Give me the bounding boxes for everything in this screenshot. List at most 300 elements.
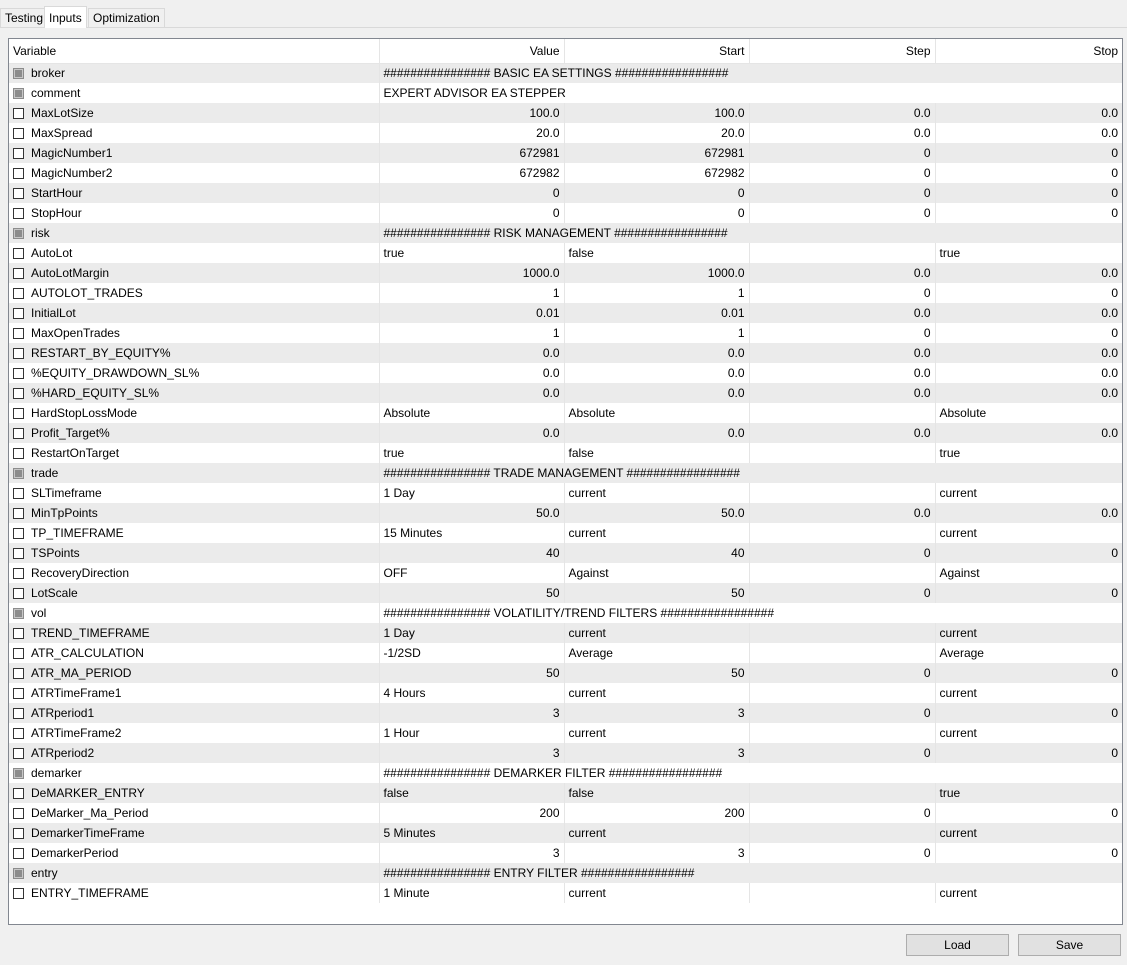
start-cell[interactable]: 40 xyxy=(564,543,749,563)
variable-name: MaxSpread xyxy=(31,126,93,140)
start-cell[interactable]: false xyxy=(564,783,749,803)
stop-cell[interactable]: 0.0 xyxy=(935,303,1122,323)
step-cell[interactable]: 0.0 xyxy=(749,383,935,403)
variable-cell xyxy=(9,403,379,423)
step-cell[interactable]: 0 xyxy=(749,143,935,163)
column-header-start[interactable]: Start xyxy=(564,39,749,63)
value-cell[interactable]: 0.0 xyxy=(379,343,564,363)
variable-cell xyxy=(9,463,379,483)
variable-name: SLTimeframe xyxy=(31,486,102,500)
step-cell[interactable]: 0.0 xyxy=(749,303,935,323)
value-cell[interactable]: Absolute xyxy=(379,403,564,423)
table-row[interactable] xyxy=(9,343,1122,363)
table-row[interactable] xyxy=(9,363,1122,383)
table-row[interactable] xyxy=(9,263,1122,283)
value-cell[interactable]: 3 xyxy=(379,843,564,863)
stop-cell[interactable]: true xyxy=(935,443,1122,463)
tab-testing[interactable]: Testing xyxy=(0,8,48,27)
stop-cell[interactable]: 0 xyxy=(935,543,1122,563)
value-cell[interactable]: 50.0 xyxy=(379,503,564,523)
value-cell[interactable]: 3 xyxy=(379,703,564,723)
optimize-checkbox[interactable] xyxy=(13,848,24,859)
variable-name: ATR_MA_PERIOD xyxy=(31,666,132,680)
optimize-checkbox[interactable] xyxy=(13,348,24,359)
value-cell[interactable]: true xyxy=(379,443,564,463)
start-cell[interactable]: 50 xyxy=(564,583,749,603)
variable-cell xyxy=(9,543,379,563)
variable-cell xyxy=(9,603,379,623)
start-cell[interactable]: current xyxy=(564,823,749,843)
value-cell[interactable]: 0 xyxy=(379,203,564,223)
start-cell[interactable]: false xyxy=(564,443,749,463)
optimize-checkbox[interactable] xyxy=(13,648,24,659)
optimize-checkbox[interactable] xyxy=(13,708,24,719)
variable-name: TREND_TIMEFRAME xyxy=(31,626,150,640)
start-cell[interactable]: Against xyxy=(564,563,749,583)
stop-cell[interactable]: 0.0 xyxy=(935,423,1122,443)
stop-cell[interactable]: 0.0 xyxy=(935,103,1122,123)
value-cell[interactable]: true xyxy=(379,243,564,263)
start-cell[interactable]: 0.0 xyxy=(564,363,749,383)
optimize-checkbox[interactable] xyxy=(13,188,24,199)
table-row[interactable] xyxy=(9,623,1122,643)
stop-cell[interactable]: 0.0 xyxy=(935,263,1122,283)
variable-name: %HARD_EQUITY_SL% xyxy=(31,386,160,400)
optimize-checkbox[interactable] xyxy=(13,888,24,899)
optimize-checkbox xyxy=(13,88,24,99)
table-row[interactable] xyxy=(9,143,1122,163)
stop-cell[interactable]: true xyxy=(935,783,1122,803)
variable-name: TSPoints xyxy=(31,546,80,560)
optimize-checkbox[interactable] xyxy=(13,288,24,299)
table-row[interactable] xyxy=(9,563,1122,583)
step-cell[interactable] xyxy=(749,443,935,463)
variable-cell xyxy=(9,683,379,703)
optimize-checkbox[interactable] xyxy=(13,788,24,799)
value-cell[interactable]: 5 Minutes xyxy=(379,823,564,843)
start-cell[interactable]: 0.0 xyxy=(564,343,749,363)
step-cell[interactable]: 0.0 xyxy=(749,503,935,523)
stop-cell[interactable]: Average xyxy=(935,643,1122,663)
tab-bar xyxy=(0,0,1127,28)
optimize-checkbox[interactable] xyxy=(13,328,24,339)
variable-name: MagicNumber1 xyxy=(31,146,113,160)
value-cell[interactable]: 672982 xyxy=(379,163,564,183)
step-cell[interactable]: 0 xyxy=(749,663,935,683)
optimize-checkbox[interactable] xyxy=(13,568,24,579)
optimize-checkbox[interactable] xyxy=(13,748,24,759)
value-cell[interactable]: EXPERT ADVISOR EA STEPPER xyxy=(379,83,1122,103)
start-cell[interactable]: 50 xyxy=(564,663,749,683)
value-cell[interactable]: ################ DEMARKER FILTER ################# xyxy=(379,763,1122,783)
table-row[interactable] xyxy=(9,743,1122,763)
stop-cell[interactable]: 0.0 xyxy=(935,123,1122,143)
value-cell[interactable]: 0.0 xyxy=(379,363,564,383)
optimize-checkbox[interactable] xyxy=(13,508,24,519)
value-cell[interactable]: 1 xyxy=(379,283,564,303)
variable-cell xyxy=(9,243,379,263)
variable-name: ATR_CALCULATION xyxy=(31,646,144,660)
table-row[interactable] xyxy=(9,503,1122,523)
variable-name: vol xyxy=(31,606,47,620)
stop-cell[interactable]: 0 xyxy=(935,143,1122,163)
step-cell[interactable] xyxy=(749,783,935,803)
value-cell[interactable]: 0.0 xyxy=(379,423,564,443)
value-cell[interactable]: 1000.0 xyxy=(379,263,564,283)
table-row[interactable] xyxy=(9,383,1122,403)
step-cell[interactable] xyxy=(749,623,935,643)
optimize-checkbox[interactable] xyxy=(13,728,24,739)
table-row[interactable] xyxy=(9,823,1122,843)
stop-cell[interactable]: Against xyxy=(935,563,1122,583)
value-cell[interactable]: ################ BASIC EA SETTINGS ################# xyxy=(379,63,1122,83)
variable-cell xyxy=(9,663,379,683)
value-cell[interactable]: 1 Day xyxy=(379,623,564,643)
optimize-checkbox xyxy=(13,768,24,779)
value-cell[interactable]: 15 Minutes xyxy=(379,523,564,543)
optimize-checkbox[interactable] xyxy=(13,388,24,399)
step-cell[interactable]: 0.0 xyxy=(749,263,935,283)
step-cell[interactable]: 0 xyxy=(749,543,935,563)
table-row[interactable] xyxy=(9,643,1122,663)
optimize-checkbox[interactable] xyxy=(13,668,24,679)
optimize-checkbox[interactable] xyxy=(13,488,24,499)
step-cell[interactable] xyxy=(749,563,935,583)
stop-cell[interactable]: current xyxy=(935,823,1122,843)
value-cell[interactable]: 50 xyxy=(379,583,564,603)
column-header-value[interactable]: Value xyxy=(379,39,564,63)
start-cell[interactable]: 1 xyxy=(564,323,749,343)
start-cell[interactable]: current xyxy=(564,683,749,703)
table-row[interactable] xyxy=(9,603,1122,623)
value-cell[interactable]: 50 xyxy=(379,663,564,683)
start-cell[interactable]: 672982 xyxy=(564,163,749,183)
step-cell[interactable] xyxy=(749,823,935,843)
stop-cell[interactable]: 0 xyxy=(935,183,1122,203)
stop-cell[interactable]: current xyxy=(935,883,1122,903)
variable-cell xyxy=(9,383,379,403)
start-cell[interactable]: 200 xyxy=(564,803,749,823)
variable-cell xyxy=(9,163,379,183)
variable-cell xyxy=(9,203,379,223)
table-row[interactable] xyxy=(9,723,1122,743)
step-cell[interactable]: 0 xyxy=(749,183,935,203)
load-button[interactable]: Load xyxy=(906,934,1009,956)
column-header-stop[interactable]: Stop xyxy=(935,39,1122,63)
step-cell[interactable]: 0.0 xyxy=(749,103,935,123)
optimize-checkbox[interactable] xyxy=(13,308,24,319)
start-cell[interactable]: 100.0 xyxy=(564,103,749,123)
value-cell[interactable]: ################ ENTRY FILTER ################# xyxy=(379,863,1122,883)
tab-inputs[interactable]: Inputs xyxy=(44,6,87,28)
start-cell[interactable]: 0.01 xyxy=(564,303,749,323)
step-cell[interactable] xyxy=(749,883,935,903)
variable-cell xyxy=(9,103,379,123)
step-cell[interactable] xyxy=(749,243,935,263)
start-cell[interactable]: current xyxy=(564,483,749,503)
table-row[interactable] xyxy=(9,463,1122,483)
variable-cell xyxy=(9,283,379,303)
stop-cell[interactable]: 0 xyxy=(935,323,1122,343)
step-cell[interactable]: 0 xyxy=(749,703,935,723)
table-row[interactable] xyxy=(9,303,1122,323)
start-cell[interactable]: current xyxy=(564,523,749,543)
table-row[interactable] xyxy=(9,683,1122,703)
table-row[interactable] xyxy=(9,543,1122,563)
value-cell[interactable]: 40 xyxy=(379,543,564,563)
step-cell[interactable] xyxy=(749,523,935,543)
variable-name: MaxOpenTrades xyxy=(31,326,120,340)
start-cell[interactable]: 0 xyxy=(564,183,749,203)
variable-name: MaxLotSize xyxy=(31,106,94,120)
table-row[interactable] xyxy=(9,583,1122,603)
variable-name: ATRperiod1 xyxy=(31,706,95,720)
optimize-checkbox[interactable] xyxy=(13,208,24,219)
step-cell[interactable]: 0 xyxy=(749,283,935,303)
optimize-checkbox[interactable] xyxy=(13,828,24,839)
step-cell[interactable]: 0.0 xyxy=(749,423,935,443)
variable-cell xyxy=(9,803,379,823)
table-row[interactable] xyxy=(9,183,1122,203)
table-row[interactable] xyxy=(9,483,1122,503)
optimize-checkbox[interactable] xyxy=(13,408,24,419)
step-cell[interactable]: 0 xyxy=(749,583,935,603)
step-cell[interactable]: 0.0 xyxy=(749,363,935,383)
variable-cell xyxy=(9,723,379,743)
optimize-checkbox[interactable] xyxy=(13,128,24,139)
optimize-checkbox[interactable] xyxy=(13,108,24,119)
variable-cell xyxy=(9,483,379,503)
table-row[interactable] xyxy=(9,323,1122,343)
variable-name: DemarkerTimeFrame xyxy=(31,826,145,840)
table-row[interactable] xyxy=(9,163,1122,183)
optimize-checkbox[interactable] xyxy=(13,148,24,159)
variable-cell xyxy=(9,223,379,243)
stop-cell[interactable]: 0 xyxy=(935,203,1122,223)
variable-cell xyxy=(9,703,379,723)
optimize-checkbox[interactable] xyxy=(13,808,24,819)
stop-cell[interactable]: current xyxy=(935,723,1122,743)
column-header-step[interactable]: Step xyxy=(749,39,935,63)
step-cell[interactable] xyxy=(749,403,935,423)
start-cell[interactable]: current xyxy=(564,623,749,643)
stop-cell[interactable]: current xyxy=(935,623,1122,643)
table-row[interactable] xyxy=(9,883,1122,903)
tab-optimization[interactable]: Optimization xyxy=(88,8,165,27)
table-row[interactable] xyxy=(9,763,1122,783)
value-cell[interactable]: 672981 xyxy=(379,143,564,163)
variable-name: entry xyxy=(31,866,58,880)
value-cell[interactable]: 0 xyxy=(379,183,564,203)
table-row[interactable] xyxy=(9,223,1122,243)
table-row[interactable] xyxy=(9,403,1122,423)
value-cell[interactable]: ################ RISK MANAGEMENT ################# xyxy=(379,223,1122,243)
stop-cell[interactable]: Absolute xyxy=(935,403,1122,423)
variable-name: StopHour xyxy=(31,206,82,220)
optimize-checkbox[interactable] xyxy=(13,248,24,259)
stop-cell[interactable]: true xyxy=(935,243,1122,263)
variable-cell xyxy=(9,183,379,203)
stop-cell[interactable]: current xyxy=(935,483,1122,503)
table-row[interactable] xyxy=(9,703,1122,723)
column-header-variable[interactable]: Variable xyxy=(9,39,379,63)
stop-cell[interactable]: 0.0 xyxy=(935,343,1122,363)
start-cell[interactable]: 3 xyxy=(564,843,749,863)
variable-cell xyxy=(9,303,379,323)
table-row[interactable] xyxy=(9,123,1122,143)
optimize-checkbox[interactable] xyxy=(13,548,24,559)
variable-name: ATRTimeFrame1 xyxy=(31,686,122,700)
start-cell[interactable]: 672981 xyxy=(564,143,749,163)
variable-name: ATRTimeFrame2 xyxy=(31,726,122,740)
step-cell[interactable]: 0 xyxy=(749,743,935,763)
inputs-table-body xyxy=(9,63,1122,903)
start-cell[interactable]: 1000.0 xyxy=(564,263,749,283)
optimize-checkbox[interactable] xyxy=(13,168,24,179)
variable-name: demarker xyxy=(31,766,82,780)
start-cell[interactable]: 50.0 xyxy=(564,503,749,523)
variable-cell xyxy=(9,423,379,443)
stop-cell[interactable]: 0 xyxy=(935,283,1122,303)
start-cell[interactable]: 1 xyxy=(564,283,749,303)
stop-cell[interactable]: 0.0 xyxy=(935,363,1122,383)
value-cell[interactable]: 3 xyxy=(379,743,564,763)
step-cell[interactable]: 0 xyxy=(749,803,935,823)
table-row[interactable] xyxy=(9,863,1122,883)
start-cell[interactable]: 3 xyxy=(564,743,749,763)
step-cell[interactable] xyxy=(749,723,935,743)
table-row[interactable] xyxy=(9,83,1122,103)
start-cell[interactable]: current xyxy=(564,883,749,903)
variable-name: ATRperiod2 xyxy=(31,746,95,760)
variable-cell xyxy=(9,503,379,523)
table-row[interactable] xyxy=(9,783,1122,803)
variable-name: HardStopLossMode xyxy=(31,406,138,420)
value-cell[interactable]: 1 Hour xyxy=(379,723,564,743)
variable-cell xyxy=(9,63,379,83)
start-cell[interactable]: false xyxy=(564,243,749,263)
optimize-checkbox xyxy=(13,228,24,239)
value-cell[interactable]: 1 xyxy=(379,323,564,343)
value-cell[interactable]: 0.0 xyxy=(379,383,564,403)
start-cell[interactable]: Average xyxy=(564,643,749,663)
stop-cell[interactable]: 0 xyxy=(935,843,1122,863)
variable-cell xyxy=(9,823,379,843)
optimize-checkbox[interactable] xyxy=(13,528,24,539)
variable-cell xyxy=(9,343,379,363)
variable-cell xyxy=(9,763,379,783)
stop-cell[interactable]: 0 xyxy=(935,743,1122,763)
start-cell[interactable]: Absolute xyxy=(564,403,749,423)
value-cell[interactable]: 1 Day xyxy=(379,483,564,503)
optimize-checkbox xyxy=(13,468,24,479)
table-row[interactable] xyxy=(9,203,1122,223)
stop-cell[interactable]: 0.0 xyxy=(935,503,1122,523)
stop-cell[interactable]: 0.0 xyxy=(935,383,1122,403)
step-cell[interactable]: 0 xyxy=(749,843,935,863)
variable-name: broker xyxy=(31,66,66,81)
variable-cell xyxy=(9,263,379,283)
optimize-checkbox[interactable] xyxy=(13,588,24,599)
table-row[interactable] xyxy=(9,443,1122,463)
inputs-table xyxy=(9,39,1122,903)
start-cell[interactable]: 3 xyxy=(564,703,749,723)
variable-name: RESTART_BY_EQUITY% xyxy=(31,346,171,360)
step-cell[interactable]: 0.0 xyxy=(749,343,935,363)
stop-cell[interactable]: 0 xyxy=(935,163,1122,183)
stop-cell[interactable]: current xyxy=(935,523,1122,543)
stop-cell[interactable]: 0 xyxy=(935,703,1122,723)
step-cell[interactable]: 0 xyxy=(749,163,935,183)
value-cell[interactable]: OFF xyxy=(379,563,564,583)
stop-cell[interactable]: 0 xyxy=(935,663,1122,683)
optimize-checkbox[interactable] xyxy=(13,448,24,459)
stop-cell[interactable]: current xyxy=(935,683,1122,703)
step-cell[interactable]: 0 xyxy=(749,203,935,223)
optimize-checkbox[interactable] xyxy=(13,628,24,639)
variable-cell xyxy=(9,123,379,143)
optimize-checkbox[interactable] xyxy=(13,688,24,699)
variable-cell xyxy=(9,563,379,583)
step-cell[interactable]: 0.0 xyxy=(749,123,935,143)
optimize-checkbox[interactable] xyxy=(13,428,24,439)
save-button[interactable]: Save xyxy=(1018,934,1121,956)
value-cell[interactable]: ################ TRADE MANAGEMENT ################# xyxy=(379,463,1122,483)
step-cell[interactable]: 0 xyxy=(749,323,935,343)
stop-cell[interactable]: 0 xyxy=(935,583,1122,603)
start-cell[interactable]: 0 xyxy=(564,203,749,223)
table-row[interactable] xyxy=(9,63,1122,83)
value-cell[interactable]: 0.01 xyxy=(379,303,564,323)
optimize-checkbox[interactable] xyxy=(13,368,24,379)
variable-name: AutoLot xyxy=(31,246,73,260)
table-row[interactable] xyxy=(9,243,1122,263)
variable-name: ENTRY_TIMEFRAME xyxy=(31,886,149,900)
value-cell[interactable]: -1/2SD xyxy=(379,643,564,663)
variable-name: comment xyxy=(31,86,81,100)
start-cell[interactable]: 0.0 xyxy=(564,423,749,443)
variable-name: RestartOnTarget xyxy=(31,446,120,460)
value-cell[interactable]: 4 Hours xyxy=(379,683,564,703)
variable-cell xyxy=(9,783,379,803)
table-row[interactable] xyxy=(9,103,1122,123)
variable-cell xyxy=(9,143,379,163)
table-row[interactable] xyxy=(9,843,1122,863)
inputs-grid-panel xyxy=(8,38,1123,925)
value-cell[interactable]: 20.0 xyxy=(379,123,564,143)
variable-name: RecoveryDirection xyxy=(31,566,130,580)
step-cell[interactable] xyxy=(749,683,935,703)
value-cell[interactable]: false xyxy=(379,783,564,803)
value-cell[interactable]: 1 Minute xyxy=(379,883,564,903)
start-cell[interactable]: 0.0 xyxy=(564,383,749,403)
table-row[interactable] xyxy=(9,283,1122,303)
table-row[interactable] xyxy=(9,423,1122,443)
table-row[interactable] xyxy=(9,523,1122,543)
step-cell[interactable] xyxy=(749,483,935,503)
table-row[interactable] xyxy=(9,663,1122,683)
start-cell[interactable]: 20.0 xyxy=(564,123,749,143)
value-cell[interactable]: 100.0 xyxy=(379,103,564,123)
stop-cell[interactable]: 0 xyxy=(935,803,1122,823)
value-cell[interactable]: 200 xyxy=(379,803,564,823)
value-cell[interactable]: ################ VOLATILITY/TREND FILTERS ################# xyxy=(379,603,1122,623)
table-row[interactable] xyxy=(9,803,1122,823)
step-cell[interactable] xyxy=(749,643,935,663)
start-cell[interactable]: current xyxy=(564,723,749,743)
variable-name: MinTpPoints xyxy=(31,506,98,520)
optimize-checkbox[interactable] xyxy=(13,268,24,279)
